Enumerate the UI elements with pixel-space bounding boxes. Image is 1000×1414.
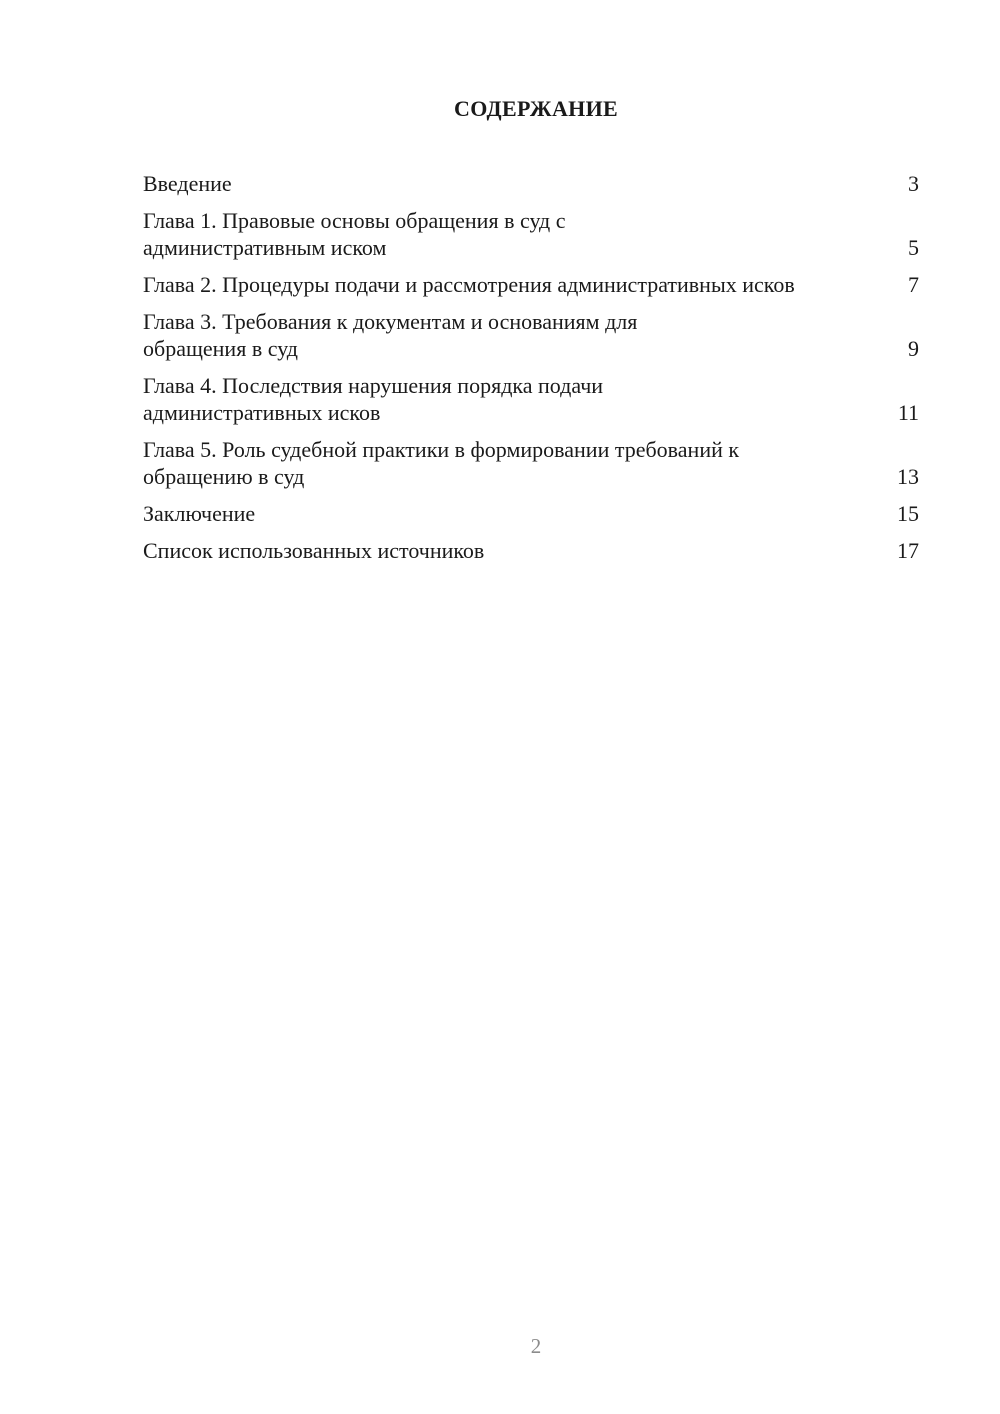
- toc-entry-chapter-5: [143, 436, 919, 490]
- toc-entry-page: 9: [908, 336, 919, 361]
- toc-entry-label: Глава 5. Роль судебной практики в формировании требований к обращению в суд: [143, 437, 740, 489]
- toc-entry-references: [143, 537, 919, 564]
- toc-entry-page: 7: [908, 272, 919, 297]
- toc-entry-label: Глава 4. Последствия нарушения порядка подачи административных исков: [143, 373, 604, 425]
- toc-entry-label: Глава 2. Процедуры подачи и рассмотрения административных исков: [143, 272, 795, 297]
- toc-entry-label: Список использованных источников: [143, 538, 485, 563]
- toc-list: [143, 170, 919, 574]
- toc-entry-page: 5: [908, 235, 919, 260]
- toc-entry-label: Введение: [143, 171, 232, 196]
- toc-entry-page: 3: [908, 171, 919, 196]
- toc-entry-page: 15: [897, 501, 919, 526]
- toc-entry-page: 11: [897, 400, 919, 425]
- toc-entry-chapter-1: [143, 207, 919, 261]
- toc-entry-label: Глава 1. Правовые основы обращения в суд с административным иском: [143, 208, 566, 260]
- toc-entry-label: Глава 3. Требования к документам и основаниям для обращения в суд: [143, 309, 638, 361]
- toc-entry-conclusion: [143, 500, 919, 527]
- toc-entry-chapter-2: [143, 271, 919, 298]
- toc-entry-page: 17: [897, 538, 919, 563]
- toc-entry-chapter-3: [143, 308, 919, 362]
- toc-entry-page: 13: [897, 464, 919, 489]
- toc-entry-introduction: [143, 170, 919, 197]
- page-number: 2: [530, 1334, 542, 1358]
- toc-entry-chapter-4: [143, 372, 919, 426]
- toc-entry-label: Заключение: [143, 501, 256, 526]
- toc-title: СОДЕРЖАНИЕ: [454, 96, 618, 121]
